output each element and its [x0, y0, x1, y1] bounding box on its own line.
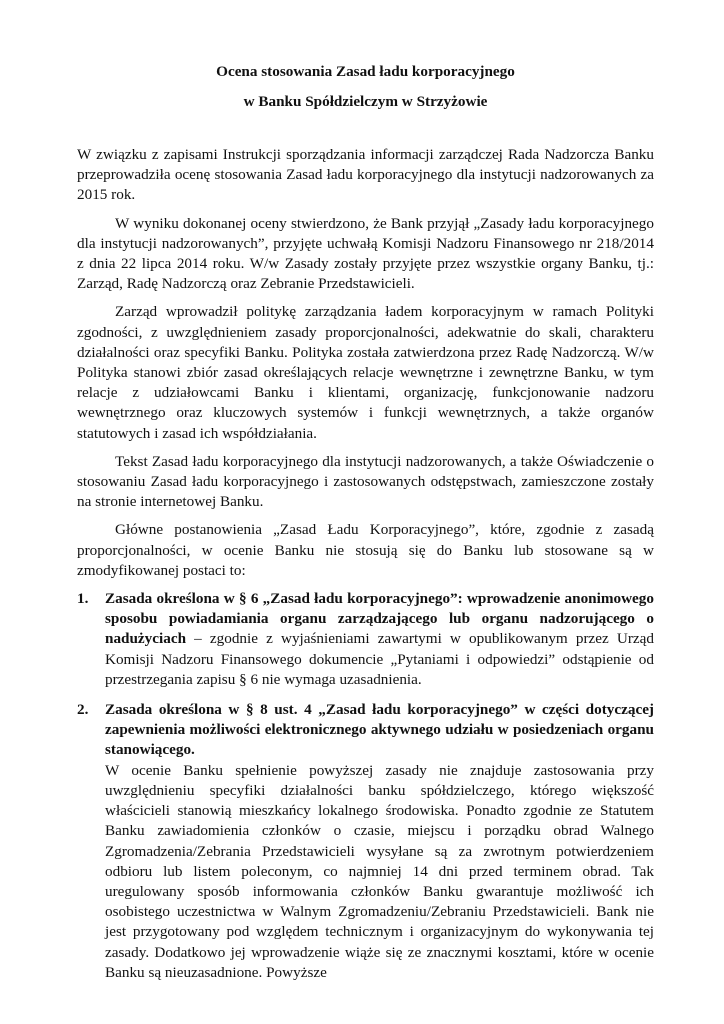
list-item [77, 700, 654, 983]
document-title-line-2: w Banku Spółdzielczym w Strzyżowie [243, 93, 488, 110]
paragraph-4: Tekst Zasad ładu korporacyjnego dla instytucji nadzorowanych, a także Oświadczenie o stosowaniu Zasad ładu korporacyjnego i zastosowanych odstępstwach, zamieszczone zostały na stronie internetowej Banku. [77, 452, 654, 511]
list-item-text: – zgodnie z wyjaśnieniami zawartymi w opublikowanym przez Urząd Komisji Nadzoru Finansowego dokumencie „Pytaniami i odpowiedzi” odstąpienie od przestrzegania zapisu § 6 nie wymaga uzasadnienia. [105, 630, 654, 688]
list-item-heading: Zasada określona w § 6 „Zasad ładu korporacyjnego”: wprowadzenie anonimowego sposobu powiadamiania organu zarządzającego lub organu nadzorującego o nadużyciach [105, 590, 654, 648]
document-body [77, 145, 654, 983]
paragraph-5: Główne postanowienia „Zasad Ładu Korporacyjnego”, które, zgodnie z zasadą proporcjonalności, w ocenie Banku nie stosują się do Banku lub stosowane są w zmodyfikowanej postaci to: [77, 521, 654, 579]
list-item-number: 2. [77, 701, 89, 719]
exceptions-list [77, 589, 654, 983]
list-item [77, 589, 654, 690]
list-item-text: W ocenie Banku spełnienie powyższej zasady nie znajduje zastosowania przy uwzględnieniu specyfiki działalności banku spółdzielczego, którego większość właścicieli stanowią mieszkańcy lokalnego środowiska. Ponadto zgodnie ze Statutem Banku zawiadomienia członków o czasie, miejscu i porządku obrad Walnego Zgromadzenia/Zebrania Przedstawicieli wysyłane są za zwrotnym potwierdzeniem odbioru lub listem poleconym, co najmniej 14 dni przed terminem obrad. Tak uregulowany sposób informowania członków Banku gwarantuje możliwość ich osobistego uczestnictwa w Walnym Zgromadzeniu/Zebraniu Przedstawicieli. Bank nie jest przygotowany pod względem technicznym i organizacyjnym do wykonywania tej zasady. Dodatkowo jej wprowadzenie wiąże się ze znacznymi kosztami, które w ocenie Banku są nieuzasadnione. Powyższe [105, 761, 654, 981]
document-title-line-1: Ocena stosowania Zasad ładu korporacyjnego [216, 63, 515, 80]
paragraph-1: W związku z zapisami Instrukcji sporządzania informacji zarządczej Rada Nadzorcza Banku przeprowadziła ocenę stosowania Zasad ładu korporacyjnego dla instytucji nadzorowanych za 2015 rok. [77, 146, 654, 204]
paragraph-3: Zarząd wprowadził politykę zarządzania ładem korporacyjnym w ramach Polityki zgodności, z uwzględnieniem zasady proporcjonalności, adekwatnie do skali, charakteru działalności oraz specyfiki Banku. Polityka została zatwierdzona przez Radę Nadzorczą. W/w Polityka stanowi zbiór zasad określających relacje wewnętrzne i zewnętrzne Banku, w tym relacje z udziałowcami Banku i klientami, organizację, funkcjonowanie nadzoru wewnętrznego oraz kluczowych systemów i funkcji wewnętrznych, a także organów statutowych i zasad ich współdziałania. [77, 303, 654, 442]
paragraph-2: W wyniku dokonanej oceny stwierdzono, że Bank przyjął „Zasady ładu korporacyjnego dla instytucji nadzorowanych”, przyjęte uchwałą Komisji Nadzoru Finansowego nr 218/2014 z dnia 22 lipca 2014 roku. W/w Zasady zostały przyjęte przez wszystkie organy Banku, tj.: Zarząd, Radę Nadzorczą oraz Zebranie Przedstawicieli. [77, 214, 654, 293]
list-item-number: 1. [77, 590, 89, 608]
list-item-heading: Zasada określona w § 8 ust. 4 „Zasad ładu korporacyjnego” w części dotyczącej zapewnienia możliwości elektronicznego aktywnego udziału w posiedzeniach organu stanowiącego. [105, 701, 654, 759]
